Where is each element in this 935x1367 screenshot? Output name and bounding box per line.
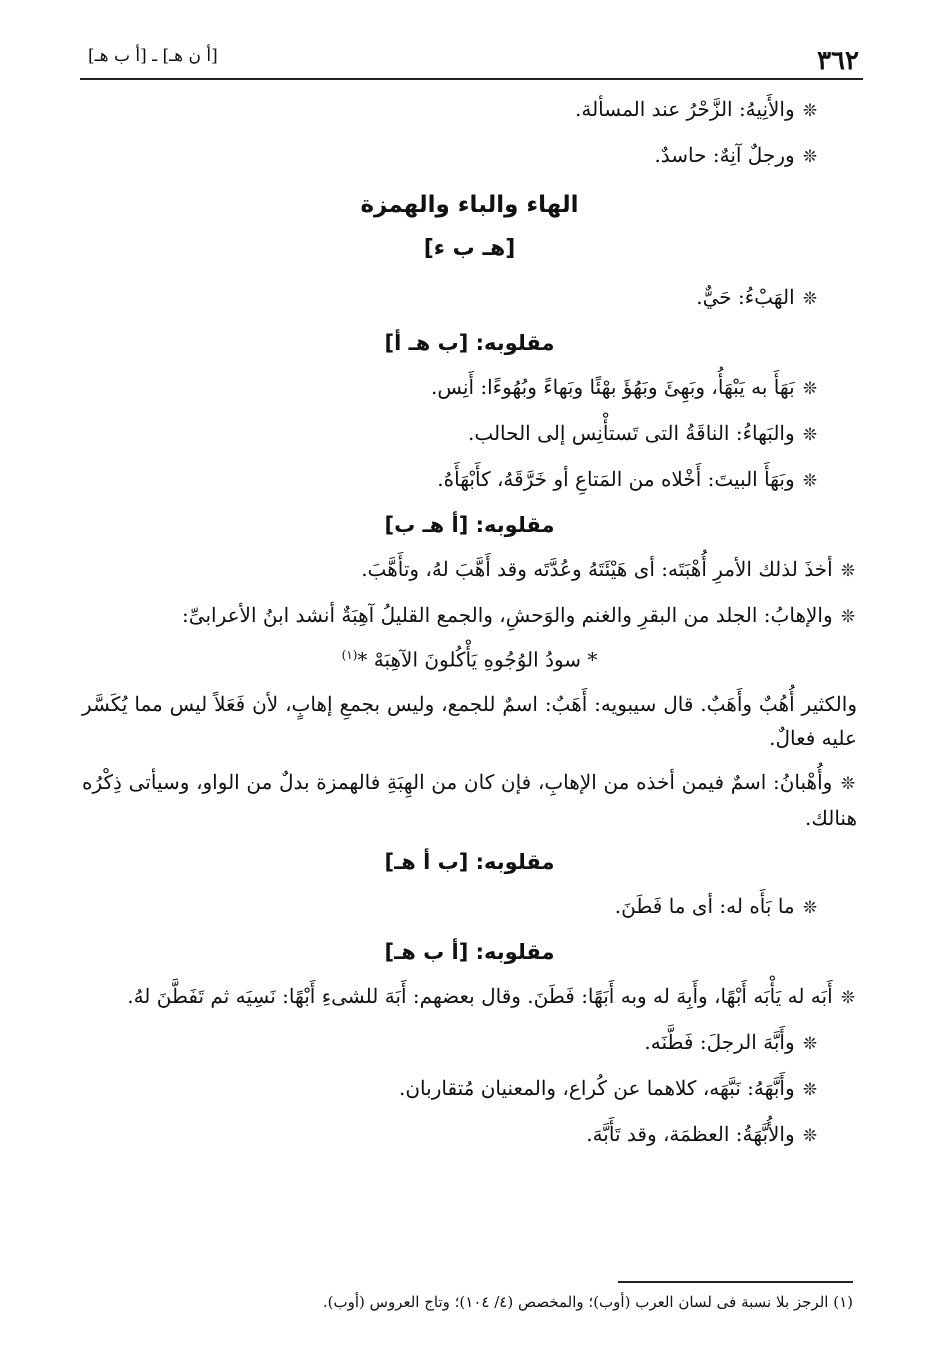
entry: ❊ والأَنِيهُ: الزَّحْرُ عند المسألة. — [82, 92, 857, 128]
asterisk-icon: ❊ — [802, 1125, 818, 1146]
verse-quote: * سودُ الوُجُوهِ يَأْكُلونَ الآهِبَهْ *$^{(١)}$ — [341, 647, 598, 672]
entry: ❊ والبَهاءُ: الناقَةُ التى تَستأْنِس إلى الحالب. — [82, 416, 857, 452]
page-number: ٣٦٢ — [817, 46, 859, 76]
entry: ❊ ما بَأَه له: أى ما فَطَنَ. — [82, 889, 857, 925]
entry: ❊ أخذَ لذلك الأمرِ أُهْبَتَه: أى هَيْئَتَهُ وعُدَّتَه وقد أَهَّبَ لهُ، وتأَهَّبَ. — [82, 552, 857, 588]
asterisk-icon: ❊ — [802, 289, 818, 309]
asterisk-icon: ❊ — [802, 425, 818, 445]
section-title: الهاء والباء والهمزة — [360, 192, 579, 218]
asterisk-icon: ❊ — [840, 773, 856, 794]
asterisk-icon: ❊ — [802, 147, 818, 167]
asterisk-icon: ❊ — [802, 1033, 818, 1054]
asterisk-icon: ❊ — [802, 379, 818, 399]
page-body — [82, 92, 857, 1163]
inverse-heading: مقلوبه: [ب هـ أ] — [384, 331, 555, 355]
asterisk-icon: ❊ — [840, 561, 856, 581]
root-range-header: [أ ن هـ] ـ [أ ب هـ] — [88, 46, 218, 66]
footnote: (١) الرجز بلا نسبة فى لسان العرب (أوب)؛ والمخصص (٤/ ١٠٤)؛ وتاج العروس (أوب). — [322, 1293, 853, 1311]
paragraph: ❊ أَبَه له يَأْبَه أَبْهًا، وأَبِهَ له وبه أَبَهًا: فَطَنَ. وقال بعضهم: أَبَهَ للشىءِ أَبْهًا: نَسِيَه ثم تَفَطَّنَ لهُ. — [82, 979, 857, 1015]
entry: ❊ الهَبْءُ: حَيٌّ. — [82, 280, 857, 316]
inverse-heading: مقلوبه: [أ هـ ب] — [384, 513, 555, 537]
footnote-ref[interactable]: (١) — [341, 648, 358, 662]
footnote-divider — [618, 1281, 853, 1283]
running-head — [80, 40, 863, 80]
entry: ❊ وأَبَّهَ الرجلَ: فَطَّنَه. — [82, 1025, 857, 1061]
entry: ❊ ورجلٌ آنِهٌ: حاسدٌ. — [82, 138, 857, 174]
asterisk-icon: ❊ — [802, 897, 818, 918]
entry: ❊ وأَبَّهَهُ: نَبَّهَه، كلاهما عن كُراع، والمعنيان مُتقاربان. — [82, 1071, 857, 1107]
paragraph: والكثير أُهُبٌ وأَهَبٌ. قال سيبويه: أَهَبٌ: اسمٌ للجمع، وليس بجمعِ إهابٍ، لأن فَعَلاً ليس مما يُكَسَّر عليه فعالٌ. — [82, 691, 857, 750]
entry: ❊ والإهابُ: الجلد من البقرِ والغنم والوَحشِ، والجمع القليلُ آهِبَةٌ أنشد ابنُ الأعرابىِّ: — [82, 598, 857, 634]
entry: ❊ والأُبَّهَةُ: العظمَة، وقد تَأَبَّهَ. — [82, 1117, 857, 1153]
asterisk-icon: ❊ — [840, 607, 856, 627]
asterisk-icon: ❊ — [802, 101, 818, 121]
root-heading: [هـ ب ء] — [423, 236, 516, 261]
asterisk-icon: ❊ — [802, 471, 818, 491]
entry: ❊ بَهَأَ به يَبْهَأُ، وبَهِئَ وبَهُؤَ بهْئًا وبَهاءً وبُهُوءًا: أَنِس. — [82, 370, 857, 406]
entry: ❊ وبَهَأَ البيتَ: أَخْلاه من المَتاعِ أو خَرَّقَهُ، كأَبْهَأَهُ. — [82, 462, 857, 498]
asterisk-icon: ❊ — [802, 1079, 818, 1100]
inverse-heading: مقلوبه: [أ ب هـ] — [384, 939, 555, 964]
asterisk-icon: ❊ — [840, 987, 856, 1008]
inverse-heading: مقلوبه: [ب أ هـ] — [384, 849, 555, 874]
paragraph: ❊ وأُهْبانُ: اسمٌ فيمن أخذه من الإهابِ، فإن كان من الهِبَةِ فالهمزة بدلٌ من الواو، وسيأتى ذِكْرُه هنالك. — [82, 765, 857, 835]
